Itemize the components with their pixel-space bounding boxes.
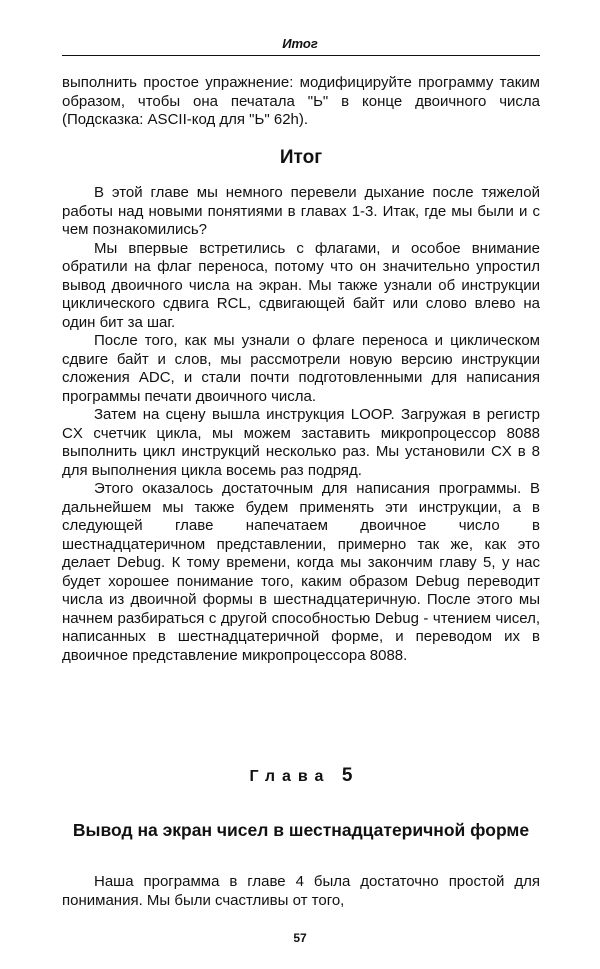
chapter-title: Вывод на экран чисел в шестнадцатеричной форме — [72, 820, 530, 840]
chapter-opening-paragraph: Наша программа в главе 4 была достаточно простой для понимания. Мы были счастливы от того, — [62, 873, 540, 909]
header-rule — [62, 55, 540, 56]
intro-paragraph: выполнить простое упражнение: модифицируйте программу таким образом, чтобы она печатала "Ь" в конце двоичного числа (Подсказка: ASCII-код для "Ь" 62h). — [62, 74, 540, 128]
summary-body — [62, 184, 540, 665]
chapter-word: Глава — [249, 768, 331, 785]
summary-paragraph-1: В этой главе мы немного перевели дыхание после тяжелой работы над новыми понятиями в главах 1-3. Итак, где мы были и с чем познакомились? — [62, 184, 540, 238]
chapter-label — [62, 765, 540, 787]
summary-paragraph-5: Этого оказалось достаточным для написания программы. В дальнейшем мы также будем применять эти инструкции, а в следующей главе напечатаем двоичное число в шестнадцатеричном представлении, примерно так же, как это делает Debug. К тому времени, когда мы закончим главу 5, у нас будет хорошее понимание того, каким образом Debug переводит числа из двоичной формы в шестнадцатеричную. После этого мы начнем разбираться с другой способностью Debug - чтением чисел, написанных в шестнадцатеричной форме, и переводом их в двоичное представление микропроцессора 8088. — [62, 480, 540, 664]
section-title: Итог — [279, 147, 323, 168]
summary-paragraph-2: Мы впервые встретились с флагами, и особое внимание обратили на флаг переноса, потому что он значительно упростил вывод двоичного числа на экран. Мы также узнали об инструкции циклического сдвига RCL, сдвигающей байт или слово влево на один бит за шаг. — [62, 239, 540, 331]
page-number: 57 — [293, 931, 307, 945]
summary-paragraph-3: После того, как мы узнали о флаге переноса и циклическом сдвиге байт и слов, мы рассмотрели новую версию инструкции сложения ADC, и стали почти подготовленными для написания программы печати двоичного числа. — [62, 332, 540, 405]
running-head: Итог — [282, 36, 318, 51]
chapter-opening — [62, 873, 540, 910]
intro-block — [62, 74, 540, 130]
chapter-number: 5 — [341, 765, 353, 786]
summary-paragraph-4: Затем на сцену вышла инструкция LOOP. Загружая в регистр CX счетчик цикла, мы можем заставить микропроцессор 8088 выполнить цикл инструкций несколько раз. Мы установили CX в 8 для выполнения цикла восемь раз подряд. — [62, 406, 540, 479]
